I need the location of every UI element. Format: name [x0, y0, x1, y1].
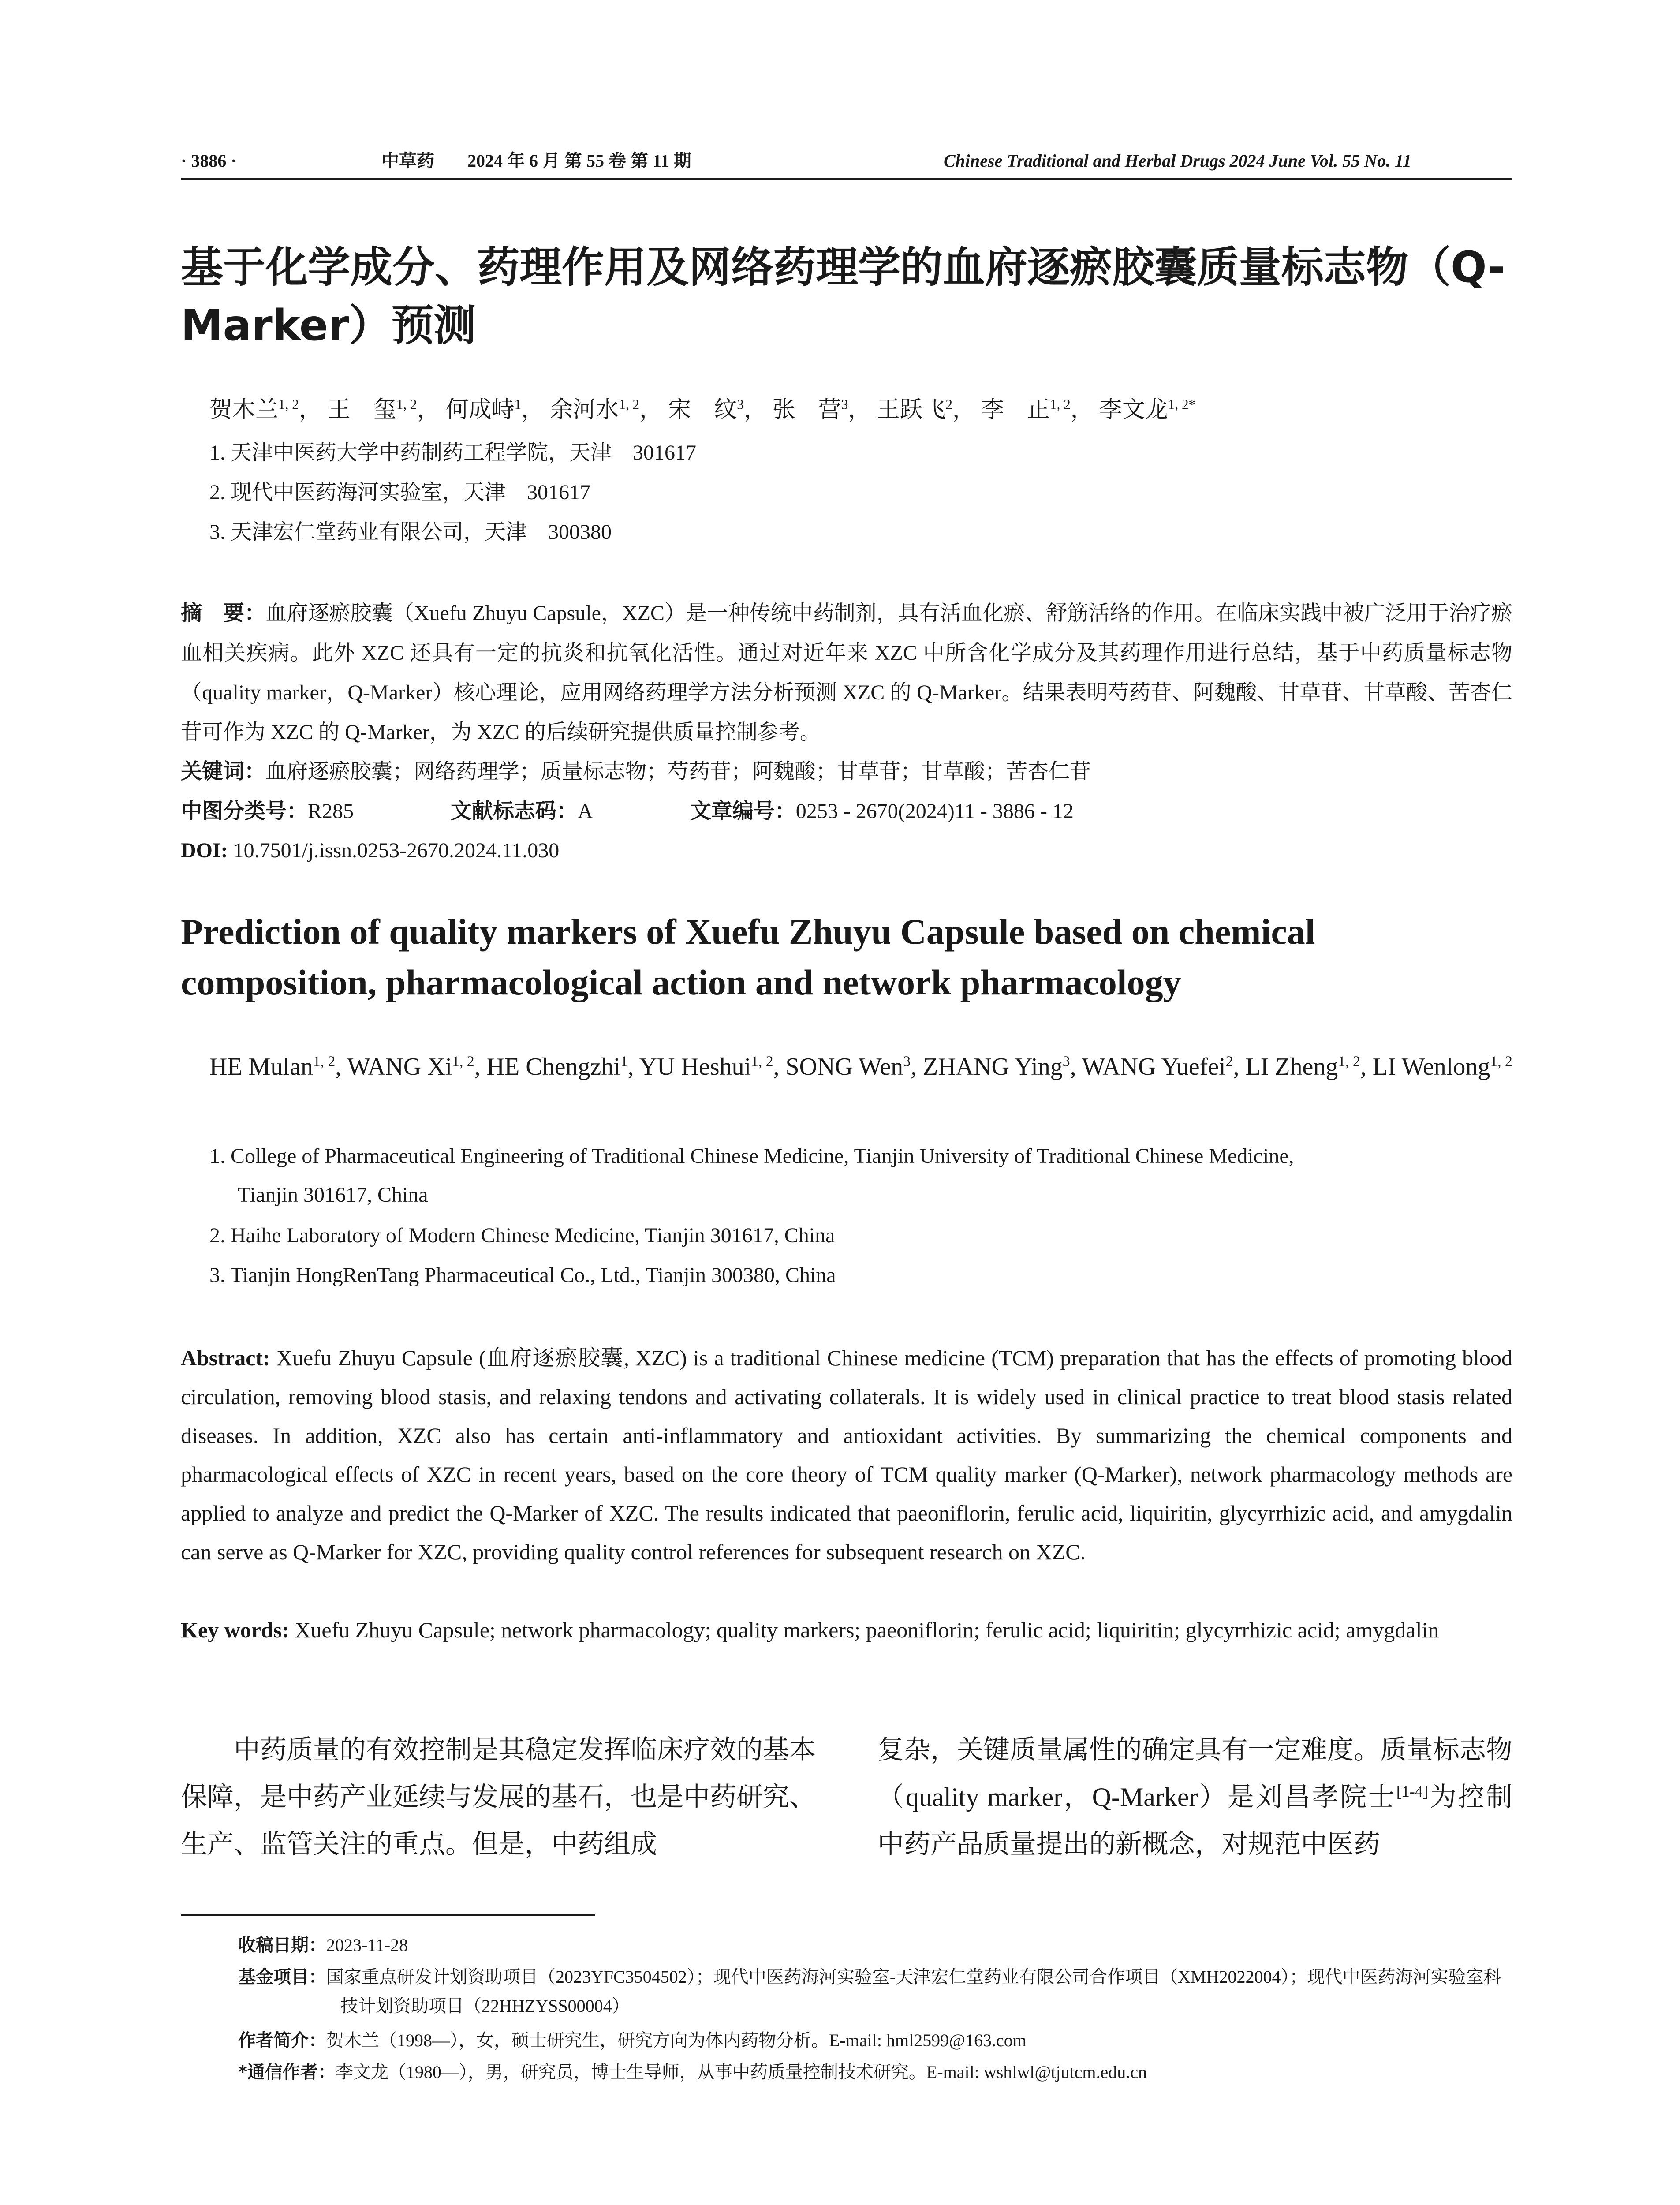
article-number-value: 0253 - 2670(2024)11 - 3886 - 12 — [795, 800, 1074, 823]
author-list-en: HE Mulan$^{1, 2}$, WANG Xi$^{1, 2}$, HE Chengzhi$^1$, YU Heshui$^{1, 2}$, SONG Wen$^3$, ZHANG Ying$^3$, WANG Yuefei$^2$, LI Zheng$^{1, 2}$, LI Wenlong$^{1, 2}$ — [209, 1053, 1512, 1080]
keywords-cn-text: 血府逐瘀胶囊；网络药理学；质量标志物；芍药苷；阿魏酸；甘草苷；甘草酸；苦杏仁苷 — [265, 760, 1091, 783]
keywords-en-text: Xuefu Zhuyu Capsule; network pharmacology; quality markers; paeoniflorin; ferulic acid; liquiritin; glycyrrhizic acid; amygdalin — [295, 1618, 1439, 1642]
author-en: HE Mulan$^{1, 2}$ — [209, 1053, 336, 1080]
author-en: HE Chengzhi$^1$ — [486, 1053, 628, 1080]
affiliation-en-3: 3. Tianjin HongRenTang Pharmaceutical Co., Ltd., Tianjin 300380, China — [209, 1263, 836, 1287]
footnote-author-bio: 作者简介：贺木兰（1998—），女，硕士研究生，研究方向为体内药物分析。E-mail: hml2599@163.com — [238, 2030, 1027, 2051]
abstract-en-text: Xuefu Zhuyu Capsule (血府逐瘀胶囊, XZC) is a traditional Chinese medicine (TCM) preparation that has the effects of promoting blood circulation, removing blood stasis, and relaxing tendons and activating collaterals. It is widely used in clinical practice to treat blood stasis related diseases. In addition, XZC also has certain anti-inflammatory and antioxidant activities. By summarizing the chemical components and pharmacological effects of XZC in recent years, based on the core theory of TCM quality marker (Q-Marker), network pharmacology methods are applied to analyze and predict the Q-Marker of XZC. The results indicated that paeoniflorin, ferulic acid, liquiritin, glycyrrhizic acid, and amygdalin can serve as Q-Marker for XZC, providing quality control references for subsequent research on XZC. — [181, 1345, 1512, 1564]
keywords-en-label: Key words: — [181, 1618, 289, 1642]
author-cn: 李文龙$^{1, 2*}$ — [1099, 396, 1196, 422]
article-title-cn: 基于化学成分、药理作用及网络药理学的血府逐瘀胶囊质量标志物（Q-Marker）预测 — [181, 243, 1505, 350]
author-en: WANG Xi$^{1, 2}$ — [347, 1053, 474, 1080]
author-cn: 李 正$^{1, 2}$ — [981, 396, 1071, 422]
citation-ref: [1-4] — [1396, 1783, 1428, 1800]
page-number: · 3886 · — [181, 151, 237, 171]
author-en: WANG Yuefei$^2$ — [1082, 1053, 1233, 1080]
abstract-cn — [181, 593, 1512, 752]
classification-line — [181, 792, 1512, 830]
body-column-left: 中药质量的有效控制是其稳定发挥临床疗效的基本保障，是中药产业延续与发展的基石，也是中药研究、生产、监管关注的重点。但是，中药组成 — [181, 1735, 816, 1859]
running-header — [181, 143, 1512, 179]
article-number-label: 文章编号： — [690, 799, 796, 823]
clc-label: 中图分类号： — [181, 799, 308, 823]
keywords-cn-label: 关键词： — [181, 759, 266, 784]
author-cn: 王跃飞$^2$ — [877, 396, 952, 422]
body-column-right: 复杂，关键质量属性的确定具有一定难度。质量标志物（quality marker，Q-Marker）是刘昌孝院士[1-4]为控制中药产品质量提出的新概念，对规范中医药 — [877, 1735, 1512, 1859]
abstract-en-label: Abstract: — [181, 1345, 270, 1370]
doi-line — [181, 832, 1512, 869]
footnote-received: 收稿日期：2023-11-28 — [238, 1935, 408, 1955]
doi-value: 10.7501/j.issn.0253-2670.2024.11.030 — [233, 839, 560, 862]
journal-name-en: Chinese Traditional and Herbal Drugs 2024 June Vol. 55 No. 11 — [944, 151, 1411, 171]
author-en: LI Zheng$^{1, 2}$ — [1245, 1053, 1360, 1080]
affiliation-en-2: 2. Haihe Laboratory of Modern Chinese Medicine, Tianjin 301617, China — [209, 1224, 835, 1247]
article-title-en: Prediction of quality markers of Xuefu Zhuyu Capsule based on chemical composition, pharmacological action and network pharmacology — [181, 912, 1315, 1002]
doc-code-value: A — [578, 800, 593, 823]
journal-name-cn: 中草药 — [381, 151, 434, 171]
author-en: YU Heshui$^{1, 2}$ — [639, 1053, 773, 1080]
affiliation-en-1 — [209, 1137, 1515, 1215]
doc-code-label: 文献标志码： — [451, 799, 578, 823]
header-rule — [181, 178, 1512, 180]
affiliation-en-1-line2: Tianjin 301617, China — [238, 1183, 428, 1207]
affiliation-cn-1: 1. 天津中医药大学中药制药工程学院，天津 301617 — [209, 441, 697, 464]
affiliation-en-1-line1: 1. College of Pharmaceutical Engineering of Traditional Chinese Medicine, Tianjin University of Traditional Chinese Medicine, — [209, 1144, 1294, 1168]
doi-label: DOI: — [181, 839, 228, 862]
author-en: LI Wenlong$^{1, 2}$ — [1372, 1053, 1512, 1080]
footnote-rule — [181, 1914, 595, 1916]
affiliation-cn-3: 3. 天津宏仁堂药业有限公司，天津 300380 — [209, 520, 612, 544]
author-cn: 贺木兰$^{1, 2}$ — [209, 396, 299, 422]
author-cn: 王 玺$^{1, 2}$ — [327, 396, 417, 422]
footnote-fund: 基金项目：国家重点研发计划资助项目（2023YFC3504502）；现代中医药海河实验室-天津宏仁堂药业有限公司合作项目（XMH2022004）；现代中医药海河实验室科技计划资助项目（22HHZYSS00004） — [238, 1967, 1501, 2016]
journal-issue-cn: 2024 年 6 月 第 55 卷 第 11 期 — [467, 151, 691, 171]
footnote-corresponding: *通信作者：李文龙（1980—），男，研究员，博士生导师，从事中药质量控制技术研究。E-mail: wshlwl@tjutcm.edu.cn — [238, 2062, 1147, 2082]
author-cn: 何成峙$^1$ — [445, 396, 522, 422]
abstract-cn-label: 摘 要： — [181, 601, 266, 625]
keywords-en — [181, 1611, 1512, 1649]
keywords-cn — [181, 753, 1512, 790]
abstract-en — [181, 1338, 1512, 1571]
author-cn: 余河水$^{1, 2}$ — [550, 396, 640, 422]
author-cn: 宋 纹$^3$ — [668, 396, 744, 422]
author-en: SONG Wen$^3$ — [785, 1053, 911, 1080]
abstract-cn-text: 血府逐瘀胶囊（Xuefu Zhuyu Capsule，XZC）是一种传统中药制剂，具有活血化瘀、舒筋活络的作用。在临床实践中被广泛用于治疗瘀血相关疾病。此外 XZC 还具有一定的抗炎和抗氧化活性。通过对近年来 XZC 中所含化学成分及其药理作用进行总结，基于中药质量标志物（quality marker，Q-Marker）核心理论，应用网络药理学方法分析预测 XZC 的 Q-Marker。结果表明芍药苷、阿魏酸、甘草苷、甘草酸、苦杏仁苷可作为 XZC 的 Q-Marker，为 XZC 的后续研究提供质量控制参考。 — [181, 602, 1512, 744]
affiliation-cn-2: 2. 现代中医药海河实验室，天津 301617 — [209, 481, 591, 504]
clc-value: R285 — [308, 800, 354, 823]
author-list-cn: 贺木兰$^{1, 2}$， 王 玺$^{1, 2}$， 何成峙$^1$， 余河水$^{1, 2}$， 宋 纹$^3$， 张 营$^3$， 王跃飞$^2$， 李 正$^{1, 2}$， 李文龙$^{1, 2*}$ — [209, 396, 1196, 422]
author-en: ZHANG Ying$^3$ — [922, 1053, 1070, 1080]
author-cn: 张 营$^3$ — [772, 396, 848, 422]
